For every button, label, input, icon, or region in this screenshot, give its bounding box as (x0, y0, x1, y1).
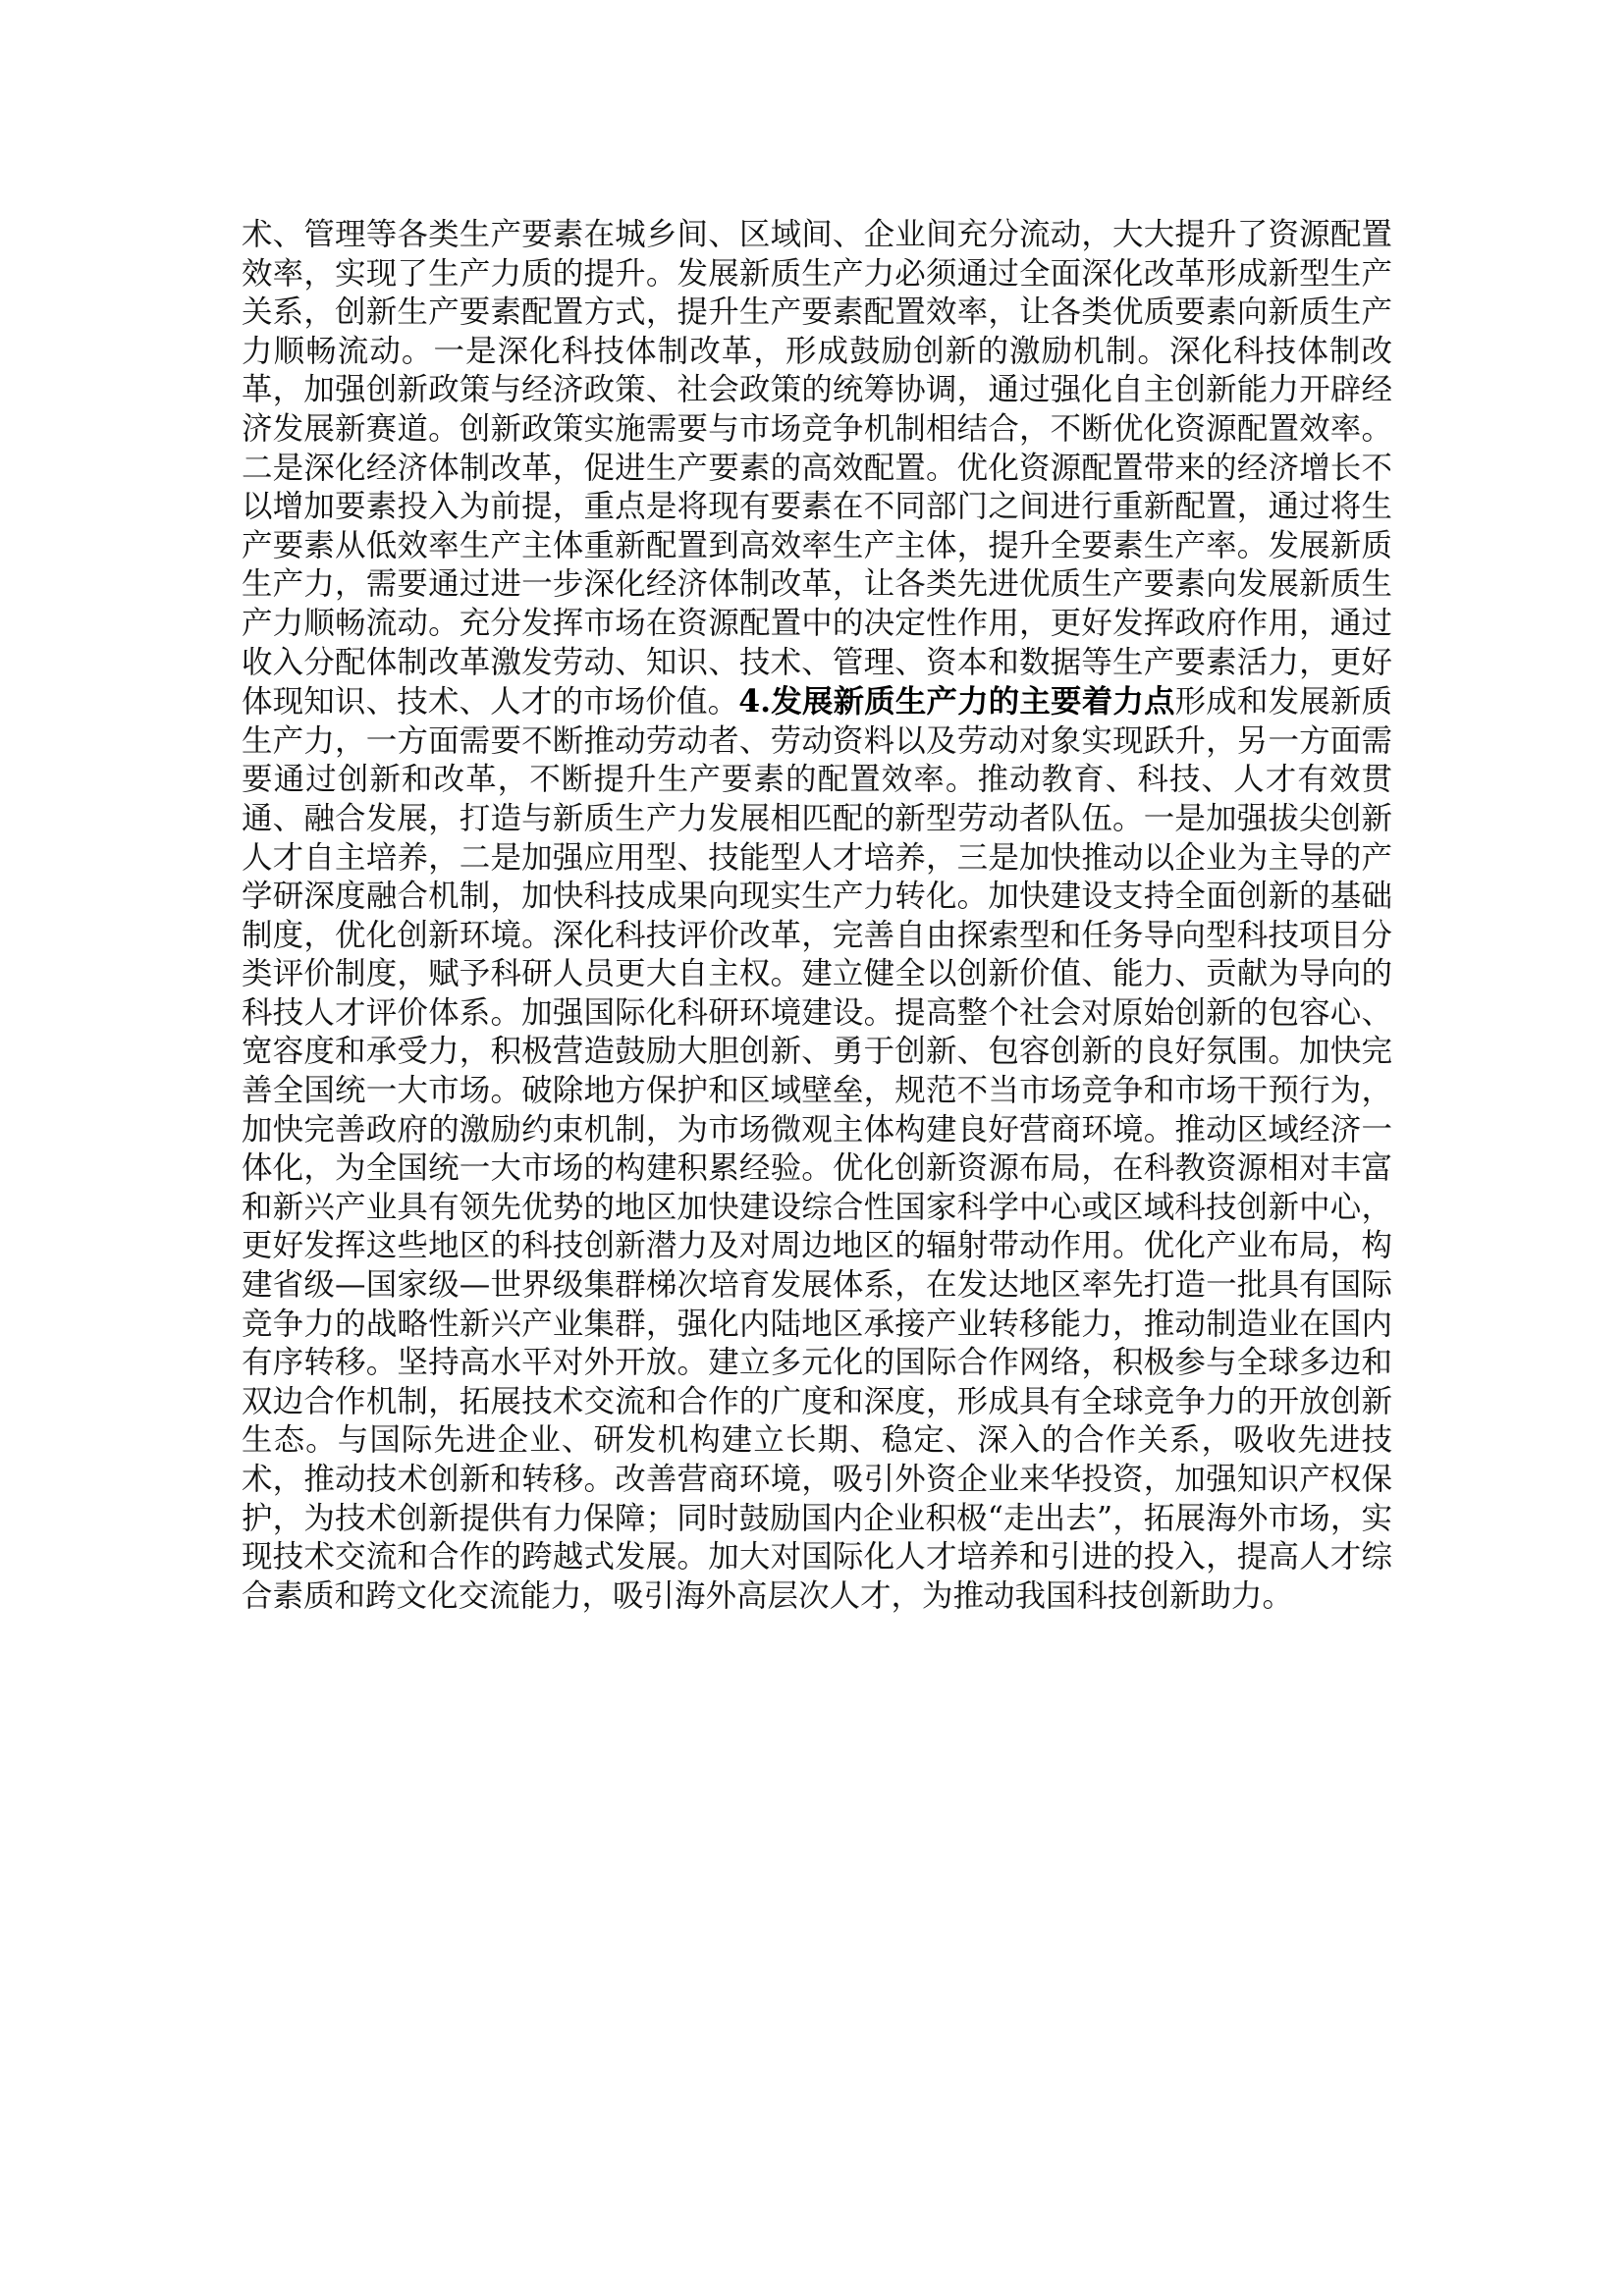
section-heading: 4.发展新质生产力的主要着力点 (738, 683, 1175, 721)
paragraph-text: 形成和发展新质生产力，一方面需要不断推动劳动者、劳动资料以及劳动对象实现跃升，另一方面需要通过创新和改革，不断提升生产要素的配置效率。推动教育、科技、人才有效贯通、融合发展，打造与新质生产力发展相匹配的新型劳动者队伍。一是加强拔尖创新人才自主培养，二是加强应用型、技能型人才培养，三是加快推动以企业为主导的产学研深度融合机制，加快科技成果向现实生产力转化。加快建设支持全面创新的基础制度，优化创新环境。深化科技评价改革，完善自由探索型和任务导向型科技项目分类评价制度，赋予科研人员更大自主权。建立健全以创新价值、能力、贡献为导向的科技人才评价体系。加强国际化科研环境建设。提高整个社会对原始创新的包容心、宽容度和承受力，积极营造鼓励大胆创新、勇于创新、包容创新的良好氛围。加快完善全国统一大市场。破除地方保护和区域壁垒，规范不当市场竞争和市场干预行为，加快完善政府的激励约束机制，为市场微观主体构建良好营商环境。推动区域经济一体化，为全国统一大市场的构建积累经验。优化创新资源布局，在科教资源相对丰富和新兴产业具有领先优势的地区加快建设综合性国家科学中心或区域科技创新中心，更好发挥这些地区的科技创新潜力及对周边地区的辐射带动作用。优化产业布局，构建省级—国家级—世界级集群梯次培育发展体系，在发达地区率先打造一批具有国际竞争力的战略性新兴产业集群，强化内陆地区承接产业转移能力，推动制造业在国内有序转移。坚持高水平对外开放。建立多元化的国际合作网络，积极参与全球多边和双边合作机制，拓展技术交流和合作的广度和深度，形成具有全球竞争力的开放创新生态。与国际先进企业、研发机构建立长期、稳定、深入的合作关系，吸收先进技术，推动技术创新和转移。改善营商环境，吸引外资企业来华投资，加强知识产权保护，为技术创新提供有力保障；同时鼓励国内企业积极“走出去”，拓展海外市场，实现技术交流和合作的跨越式发展。加大对国际化人才培养和引进的投入，提高人才综合素质和跨文化交流能力，吸引海外高层次人才，为推动我国科技创新助力。 (242, 684, 1392, 1614)
paragraph-text: 术、管理等各类生产要素在城乡间、区域间、企业间充分流动，大大提升了资源配置效率，实现了生产力质的提升。发展新质生产力必须通过全面深化改革形成新型生产关系，创新生产要素配置方式，提升生产要素配置效率，让各类优质要素向新质生产力顺畅流动。一是深化科技体制改革，形成鼓励创新的激励机制。深化科技体制改革，加强创新政策与经济政策、社会政策的统筹协调，通过强化自主创新能力开辟经济发展新赛道。创新政策实施需要与市场竞争机制相结合，不断优化资源配置效率。二是深化经济体制改革，促进生产要素的高效配置。优化资源配置带来的经济增长不以增加要素投入为前提，重点是将现有要素在不同部门之间进行重新配置，通过将生产要素从低效率生产主体重新配置到高效率生产主体，提升全要素生产率。发展新质生产力，需要通过进一步深化经济体制改革，让各类先进优质生产要素向发展新质生产力顺畅流动。充分发挥市场在资源配置中的决定性作用，更好发挥政府作用，通过收入分配体制改革激发劳动、知识、技术、管理、资本和数据等生产要素活力，更好体现知识、技术、人才的市场价值。 (242, 217, 1392, 721)
body-text (242, 216, 1392, 1616)
